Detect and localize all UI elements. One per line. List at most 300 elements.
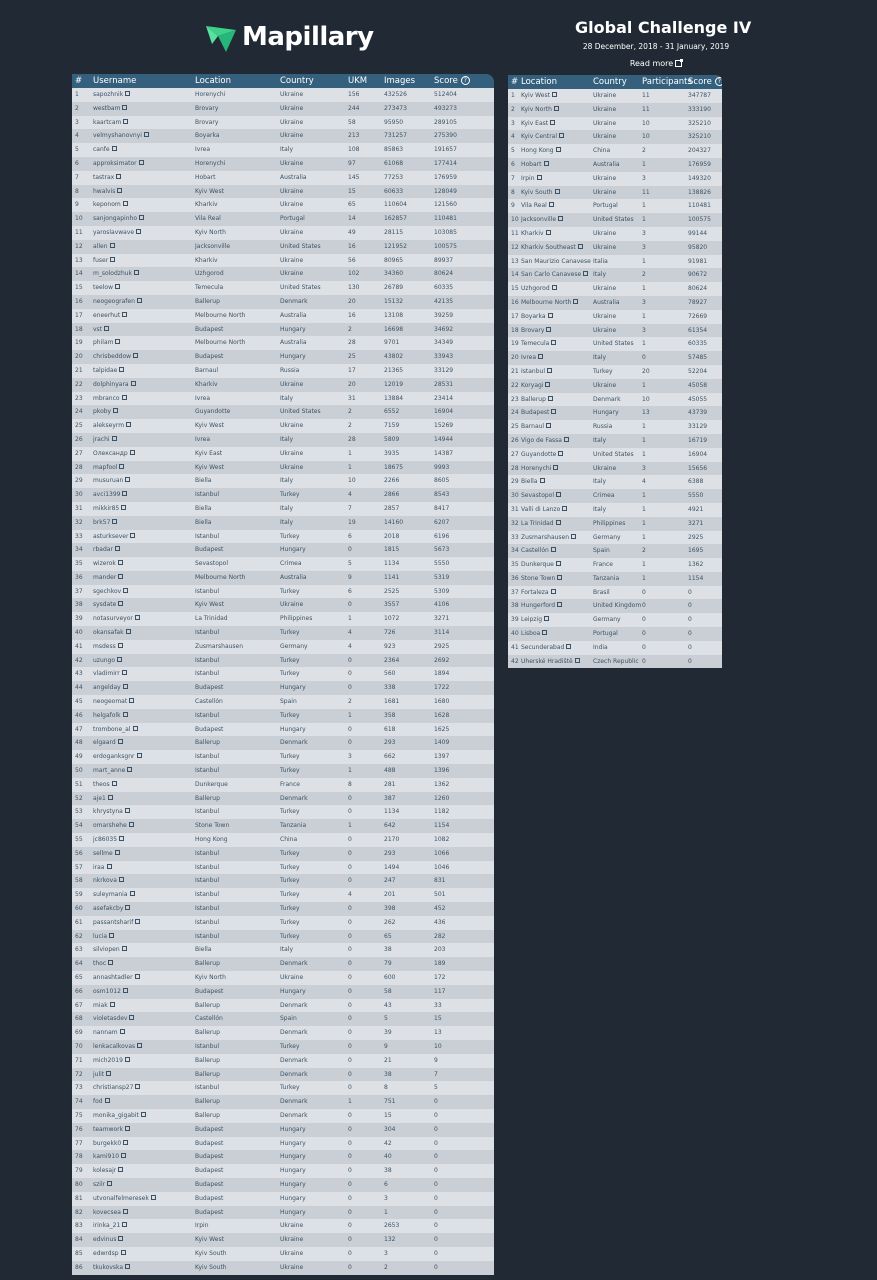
- username-link[interactable]: [93, 1109, 193, 1123]
- username-link[interactable]: [93, 516, 193, 530]
- table-row: [72, 874, 494, 888]
- username-link[interactable]: [93, 198, 193, 212]
- username-link[interactable]: [93, 392, 193, 406]
- username-link[interactable]: [93, 1192, 193, 1206]
- username-link[interactable]: [93, 171, 193, 185]
- rank-cell: [511, 199, 515, 213]
- location-link[interactable]: [521, 503, 593, 517]
- score-cell-text: 0: [688, 630, 692, 638]
- rank-cell: [75, 681, 83, 695]
- external-link-icon: [123, 588, 128, 593]
- username-link[interactable]: [93, 957, 193, 971]
- location-cell-text: Biella: [195, 946, 212, 954]
- username-link[interactable]: [93, 585, 193, 599]
- images-cell-text: 14160: [384, 518, 404, 526]
- username-link[interactable]: [93, 640, 193, 654]
- username-link[interactable]: [93, 1012, 193, 1026]
- score-cell-text: 42135: [434, 297, 454, 305]
- location-cell: [195, 736, 277, 750]
- images-cell-text: 79: [384, 960, 392, 968]
- ukm-cell: [348, 1261, 352, 1275]
- location-link[interactable]: [521, 213, 593, 227]
- username-link[interactable]: [93, 267, 193, 281]
- images-cell: [384, 847, 395, 861]
- external-link-icon: [137, 753, 142, 758]
- username-link[interactable]: [93, 143, 193, 157]
- location-link[interactable]: [521, 462, 593, 476]
- username-link[interactable]: [93, 1178, 193, 1192]
- username-link[interactable]: [93, 943, 193, 957]
- username-link[interactable]: [93, 433, 193, 447]
- images-cell-text: 40: [384, 1153, 392, 1161]
- username-link[interactable]: [93, 571, 193, 585]
- score-cell: [434, 226, 457, 240]
- country-cell-text: Turkey: [280, 491, 300, 499]
- location-link[interactable]: [521, 117, 593, 131]
- username-link[interactable]: [93, 461, 193, 475]
- country-cell-text: Denmark: [280, 1098, 308, 1106]
- rank-cell-text: 70: [75, 1042, 83, 1050]
- score-cell: [688, 186, 711, 200]
- rank-cell-text: 17: [511, 312, 519, 320]
- col-country[interactable]: Country: [280, 76, 314, 86]
- username-link[interactable]: [93, 447, 193, 461]
- table-row: [72, 1081, 494, 1095]
- username-link[interactable]: [93, 543, 193, 557]
- ukm-cell: [348, 309, 356, 323]
- location-link[interactable]: [521, 310, 593, 324]
- external-link-icon: [104, 326, 109, 331]
- username-link[interactable]: [93, 971, 193, 985]
- location-table-body: [508, 89, 722, 668]
- participants-cell-text: 1: [642, 519, 646, 527]
- participants-cell: [642, 324, 646, 338]
- country-cell: [280, 640, 346, 654]
- username-link-text: elgaard: [93, 739, 116, 747]
- username-link[interactable]: [93, 281, 193, 295]
- username-link[interactable]: [93, 557, 193, 571]
- rank-cell: [75, 1150, 83, 1164]
- images-cell: [384, 502, 399, 516]
- table-row: [72, 681, 494, 695]
- images-cell: [384, 1233, 395, 1247]
- username-link[interactable]: [93, 792, 193, 806]
- location-link[interactable]: [521, 627, 593, 641]
- location-link[interactable]: [521, 241, 593, 255]
- username-link[interactable]: [93, 861, 193, 875]
- rank-cell: [75, 1192, 83, 1206]
- external-link-icon: [123, 201, 128, 206]
- country-cell-text: Russia: [593, 423, 613, 431]
- username-link[interactable]: [93, 336, 193, 350]
- country-cell: [280, 723, 346, 737]
- location-link[interactable]: [521, 282, 593, 296]
- location-link[interactable]: [521, 531, 593, 545]
- ukm-cell-text: 0: [348, 1263, 352, 1271]
- username-link[interactable]: [93, 888, 193, 902]
- country-cell-text: United States: [280, 408, 321, 416]
- participants-cell-text: 3: [642, 229, 646, 237]
- col-username[interactable]: Username: [93, 76, 137, 86]
- participants-cell: [642, 199, 646, 213]
- external-link-icon: [129, 1015, 134, 1020]
- participants-cell: [642, 268, 646, 282]
- score-cell-text: 28531: [434, 380, 454, 388]
- col-rank[interactable]: #: [511, 77, 519, 87]
- score-cell: [434, 198, 457, 212]
- username-link[interactable]: [93, 1137, 193, 1151]
- country-cell-text: Ukraine: [280, 1236, 304, 1244]
- score-cell: [434, 336, 453, 350]
- external-link-icon: [107, 1181, 112, 1186]
- rank-cell-text: 19: [511, 340, 519, 348]
- rank-cell: [75, 516, 83, 530]
- ukm-cell-text: 0: [348, 656, 352, 664]
- location-link-text: Vila Real: [521, 202, 547, 210]
- location-link[interactable]: [521, 475, 593, 489]
- table-row: [508, 641, 722, 655]
- score-cell-text: 9: [434, 1056, 438, 1064]
- username-link[interactable]: [93, 378, 193, 392]
- read-more-link[interactable]: [630, 59, 682, 68]
- external-link-icon: [125, 91, 130, 96]
- username-link[interactable]: [93, 1054, 193, 1068]
- rank-cell-text: 5: [75, 146, 79, 154]
- username-link[interactable]: [93, 185, 193, 199]
- username-link-text: okansafak: [93, 629, 124, 637]
- username-link[interactable]: [93, 626, 193, 640]
- ukm-cell-text: 56: [348, 256, 356, 264]
- score-cell: [434, 1026, 442, 1040]
- images-cell-text: 9701: [384, 339, 400, 347]
- username-link[interactable]: [93, 999, 193, 1013]
- username-link[interactable]: [93, 212, 193, 226]
- location-link[interactable]: [521, 172, 593, 186]
- ukm-cell-text: 0: [348, 808, 352, 816]
- location-link[interactable]: [521, 379, 593, 393]
- location-link[interactable]: [521, 365, 593, 379]
- external-link-icon: [548, 396, 553, 401]
- username-link[interactable]: [93, 598, 193, 612]
- rank-cell-text: 73: [75, 1084, 83, 1092]
- username-link[interactable]: [93, 1068, 193, 1082]
- location-link[interactable]: [521, 544, 593, 558]
- location-link[interactable]: [521, 186, 593, 200]
- score-cell-text: 78927: [688, 298, 708, 306]
- username-link[interactable]: [93, 474, 193, 488]
- location-link[interactable]: [521, 613, 593, 627]
- location-link[interactable]: [521, 558, 593, 572]
- rank-cell-text: 11: [75, 228, 83, 236]
- col-location[interactable]: Location: [521, 77, 557, 87]
- score-cell-text: 45058: [688, 381, 708, 389]
- location-link[interactable]: [521, 268, 593, 282]
- country-cell: [280, 405, 346, 419]
- participants-cell: [642, 144, 646, 158]
- rank-cell-text: 6: [511, 160, 515, 168]
- username-link[interactable]: [93, 116, 193, 130]
- location-link[interactable]: [521, 296, 593, 310]
- location-link[interactable]: [521, 89, 593, 103]
- score-cell: [688, 268, 707, 282]
- country-cell: [280, 571, 346, 585]
- username-link-text: alekseyrm: [93, 422, 125, 430]
- username-link[interactable]: [93, 502, 193, 516]
- external-link-icon: [551, 589, 556, 594]
- username-link[interactable]: [93, 612, 193, 626]
- help-icon[interactable]: ?: [461, 76, 470, 85]
- table-row: [508, 199, 722, 213]
- username-link[interactable]: [93, 916, 193, 930]
- username-link[interactable]: [93, 1150, 193, 1164]
- rank-cell: [75, 764, 83, 778]
- username-link[interactable]: [93, 847, 193, 861]
- participants-cell: [642, 641, 646, 655]
- table-row: [72, 143, 494, 157]
- location-link[interactable]: [521, 448, 593, 462]
- col-score[interactable]: [688, 75, 722, 89]
- country-cell: [280, 999, 346, 1013]
- username-link[interactable]: [93, 985, 193, 999]
- table-row: [72, 557, 494, 571]
- location-link[interactable]: [521, 489, 593, 503]
- username-link[interactable]: [93, 1081, 193, 1095]
- username-link[interactable]: [93, 1233, 193, 1247]
- username-link[interactable]: [93, 405, 193, 419]
- username-link[interactable]: [93, 226, 193, 240]
- location-link[interactable]: [521, 324, 593, 338]
- country-cell: [280, 1054, 346, 1068]
- location-cell: [195, 295, 277, 309]
- location-link[interactable]: [521, 351, 593, 365]
- table-row: [508, 613, 722, 627]
- username-link[interactable]: [93, 1040, 193, 1054]
- username-link[interactable]: [93, 488, 193, 502]
- location-link-text: Hungerford: [521, 602, 556, 610]
- score-cell: [688, 255, 707, 269]
- country-cell: [593, 420, 641, 434]
- location-cell-text: Istanbul: [195, 1042, 220, 1050]
- location-link[interactable]: [521, 158, 593, 172]
- external-link-icon: [106, 1071, 111, 1076]
- external-link-icon: [151, 1195, 156, 1200]
- col-participants[interactable]: Participants: [642, 77, 692, 87]
- username-link[interactable]: [93, 309, 193, 323]
- username-link[interactable]: [93, 819, 193, 833]
- location-link-text: La Trinidad: [521, 519, 554, 527]
- mapillary-logo[interactable]: [204, 20, 374, 54]
- table-row: [72, 654, 494, 668]
- rank-cell: [75, 833, 83, 847]
- country-cell: [280, 930, 346, 944]
- location-link[interactable]: [521, 255, 593, 269]
- username-link[interactable]: [93, 364, 193, 378]
- username-link[interactable]: [93, 1206, 193, 1220]
- images-cell-text: 28115: [384, 228, 404, 236]
- country-cell-text: Ukraine: [280, 1263, 304, 1271]
- username-link[interactable]: [93, 750, 193, 764]
- table-row: [508, 351, 722, 365]
- username-link[interactable]: [93, 350, 193, 364]
- score-cell-text: 16904: [434, 408, 454, 416]
- images-cell: [384, 598, 399, 612]
- external-link-icon: [540, 478, 545, 483]
- rank-cell-text: 75: [75, 1111, 83, 1119]
- username-link[interactable]: [93, 654, 193, 668]
- username-link[interactable]: [93, 778, 193, 792]
- username-link[interactable]: [93, 1247, 193, 1261]
- external-link-icon: [109, 933, 114, 938]
- ukm-cell-text: 49: [348, 228, 356, 236]
- username-link[interactable]: [93, 930, 193, 944]
- country-cell: [280, 1068, 346, 1082]
- username-link[interactable]: [93, 157, 193, 171]
- username-link[interactable]: [93, 764, 193, 778]
- username-link[interactable]: [93, 805, 193, 819]
- username-link-text: westbam: [93, 104, 121, 112]
- location-cell: [195, 792, 277, 806]
- username-link[interactable]: [93, 1095, 193, 1109]
- table-row: [508, 227, 722, 241]
- location-link[interactable]: [521, 420, 593, 434]
- rank-cell: [75, 709, 83, 723]
- rank-cell: [75, 129, 79, 143]
- table-row: [72, 1192, 494, 1206]
- score-cell: [688, 130, 711, 144]
- location-link[interactable]: [521, 199, 593, 213]
- table-row: [72, 543, 494, 557]
- username-link[interactable]: [93, 129, 193, 143]
- username-link[interactable]: [93, 323, 193, 337]
- images-cell-text: 3: [384, 1249, 388, 1257]
- username-link[interactable]: [93, 102, 193, 116]
- username-link[interactable]: [93, 1164, 193, 1178]
- username-link[interactable]: [93, 902, 193, 916]
- images-cell: [384, 530, 399, 544]
- col-score[interactable]: [434, 74, 470, 88]
- mapillary-logo-icon: [204, 20, 238, 54]
- external-link-icon: [575, 658, 580, 663]
- table-row: [72, 1261, 494, 1275]
- table-row: [72, 1054, 494, 1068]
- location-link[interactable]: [521, 130, 593, 144]
- ukm-cell-text: 1: [348, 449, 352, 457]
- location-cell-text: Istanbul: [195, 753, 220, 761]
- location-link[interactable]: [521, 517, 593, 531]
- participants-cell: [642, 531, 646, 545]
- country-cell: [593, 627, 641, 641]
- col-ukm[interactable]: UKM: [348, 76, 368, 86]
- table-row: [508, 379, 722, 393]
- rank-cell-text: 22: [75, 380, 83, 388]
- username-link-text: talpidae: [93, 366, 118, 374]
- username-link[interactable]: [93, 419, 193, 433]
- username-link[interactable]: [93, 709, 193, 723]
- username-link[interactable]: [93, 833, 193, 847]
- ukm-cell: [348, 612, 352, 626]
- location-link[interactable]: [521, 586, 593, 600]
- location-link[interactable]: [521, 393, 593, 407]
- table-row: [508, 268, 722, 282]
- username-link[interactable]: [93, 1123, 193, 1137]
- location-link[interactable]: [521, 337, 593, 351]
- col-images[interactable]: Images: [384, 76, 416, 86]
- col-country[interactable]: Country: [593, 77, 627, 87]
- location-link[interactable]: [521, 227, 593, 241]
- images-cell: [384, 102, 407, 116]
- images-cell: [384, 350, 403, 364]
- username-link-text: sapozhnik: [93, 91, 124, 98]
- external-link-icon: [130, 891, 135, 896]
- location-cell: [195, 598, 277, 612]
- location-link[interactable]: [521, 406, 593, 420]
- score-cell-text: 6388: [688, 478, 704, 486]
- location-link[interactable]: [521, 572, 593, 586]
- external-link-icon: [118, 1167, 123, 1172]
- score-cell: [434, 530, 449, 544]
- username-link[interactable]: [93, 723, 193, 737]
- username-link[interactable]: [93, 736, 193, 750]
- username-link[interactable]: [93, 695, 193, 709]
- rank-cell: [75, 1233, 83, 1247]
- score-cell-text: 1409: [434, 739, 450, 747]
- username-link[interactable]: [93, 88, 193, 102]
- images-cell-text: 61068: [384, 159, 404, 167]
- rank-cell: [75, 392, 83, 406]
- username-link[interactable]: [93, 1219, 193, 1233]
- location-cell-text: Biella: [195, 504, 212, 512]
- images-cell: [384, 874, 395, 888]
- username-link[interactable]: [93, 681, 193, 695]
- score-cell: [688, 393, 707, 407]
- location-link[interactable]: [521, 641, 593, 655]
- images-cell: [384, 792, 395, 806]
- location-link[interactable]: [521, 103, 593, 117]
- country-cell: [280, 902, 346, 916]
- score-cell-text: 172: [434, 974, 446, 981]
- score-cell: [688, 337, 707, 351]
- table-row: [72, 461, 494, 475]
- username-link[interactable]: [93, 254, 193, 268]
- location-link[interactable]: [521, 144, 593, 158]
- col-rank[interactable]: #: [75, 76, 83, 86]
- username-link[interactable]: [93, 240, 193, 254]
- username-link[interactable]: [93, 530, 193, 544]
- help-icon[interactable]: ?: [715, 77, 722, 86]
- username-link[interactable]: [93, 667, 193, 681]
- location-link[interactable]: [521, 655, 593, 669]
- ukm-cell-text: 17: [348, 366, 356, 374]
- external-link-icon: [556, 492, 561, 497]
- rank-cell-text: 54: [75, 822, 83, 830]
- location-cell: [195, 281, 277, 295]
- location-link[interactable]: [521, 599, 593, 613]
- location-link-text: Hobart: [521, 160, 542, 168]
- location-link[interactable]: [521, 434, 593, 448]
- table-row: [72, 392, 494, 406]
- score-cell-text: 60335: [688, 340, 708, 348]
- username-link[interactable]: [93, 874, 193, 888]
- col-location[interactable]: Location: [195, 76, 231, 86]
- ukm-cell: [348, 447, 352, 461]
- location-cell-text: Istanbul: [195, 877, 220, 885]
- external-link-icon: [119, 877, 124, 882]
- username-link[interactable]: [93, 1026, 193, 1040]
- country-cell: [593, 655, 641, 669]
- username-link[interactable]: [93, 295, 193, 309]
- score-cell-text: 282: [434, 932, 446, 940]
- username-link[interactable]: [93, 1261, 193, 1275]
